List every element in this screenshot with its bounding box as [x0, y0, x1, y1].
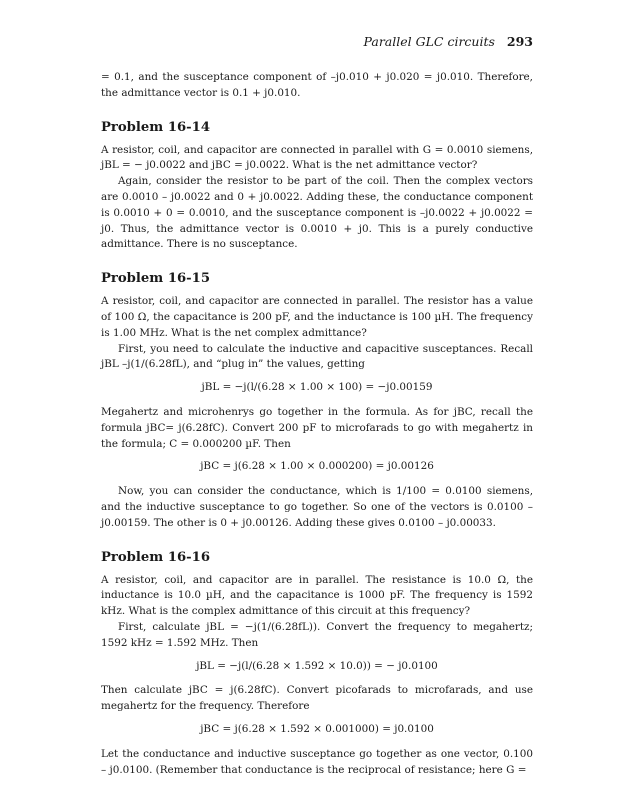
problem-16-16-paragraph-3: Let the conductance and inductive susceptance go together as one vector, 0.100 – j0.0100. (Remember that conductance is the reciprocal of resistance; here G =: [101, 747, 533, 776]
problem-16-15-title: Problem 16-15: [101, 271, 211, 287]
page-number: 293: [506, 34, 533, 49]
problem-16-15-paragraph-3: Now, you can consider the conductance, which is 1/100 = 0.0100 siemens, and the inductive susceptance to go together. So one of the vectors is 0.0100 – j0.00159. The other is 0 + j0.00126. Adding these gives 0.0100 – j0.00033.: [101, 485, 533, 529]
problem-16-15-paragraph-1: First, you need to calculate the inductive and capacitive susceptances. Recall jBL –j(1/(6.28fL), and “plug in” the values, getting: [101, 342, 533, 371]
problem-16-16-paragraph-2: Then calculate jBC = j(6.28fC). Convert picofarads to microfarads, and use megahertz for the frequency. Therefore: [101, 684, 533, 713]
problem-16-15-equation-1: jBL = −j(l/(6.28 × 1.00 × 100) = −j0.00159: [201, 381, 433, 394]
problem-16-16-equation-2: jBC = j(6.28 × 1.592 × 0.001000) = j0.0100: [200, 722, 434, 735]
problem-16-16-paragraph-1: First, calculate jBL = −j(1/(6.28fL)). Convert the frequency to megahertz; 1592 kHz = 1.592 MHz. Then: [101, 620, 533, 649]
intro-paragraph: = 0.1, and the susceptance component of –j0.010 + j0.020 = j0.010. Therefore, the admittance vector is 0.1 + j0.010.: [101, 71, 533, 99]
problem-16-15-equation-2: jBC = j(6.28 × 1.00 × 0.000200) = j0.00126: [200, 460, 434, 473]
problem-16-14-question: A resistor, coil, and capacitor are connected in parallel with G = 0.0010 siemens, jBL = − j0.0022 and jBC = j0.0022. What is the net admittance vector?: [101, 143, 533, 172]
problem-16-14-answer: Again, consider the resistor to be part of the coil. Then the complex vectors are 0.0010 – j0.0022 and 0 + j0.0022. Adding these, the conductance component is 0.0010 + 0 = 0.0010, and the susceptance component is –j0.0022 + j0.0022 = j0. Thus, the admittance vector is 0.0010 + j0. This is a purely conductive admittance. There is no susceptance.: [101, 175, 533, 251]
problem-16-15-paragraph-2: Megahertz and microhenrys go together in the formula. As for jBC, recall the formula jBC= j(6.28fC). Convert 200 pF to microfarads to go with megahertz in the formula; C = 0.000200 µF. Then: [101, 405, 533, 450]
problem-16-15-question: A resistor, coil, and capacitor are connected in parallel. The resistor has a value of 100 Ω, the capacitance is 200 pF, and the inductance is 100 µH. The frequency is 1.00 MHz. What is the net complex admittance?: [101, 295, 533, 339]
problem-16-14-title: Problem 16-14: [101, 119, 211, 135]
running-title: Parallel GLC circuits: [363, 34, 495, 49]
page-header: [101, 32, 533, 52]
document-page: [101, 32, 533, 778]
problem-16-16-question: A resistor, coil, and capacitor are in parallel. The resistance is 10.0 Ω, the inductance is 10.0 µH, and the capacitance is 1000 pF. The frequency is 1592 kHz. What is the complex admittance of this circuit at this frequency?: [101, 573, 533, 618]
problem-16-16-equation-1: jBL = −j(l/(6.28 × 1.592 × 10.0)) = − j0.0100: [196, 659, 438, 672]
problem-16-16-title: Problem 16-16: [101, 549, 211, 565]
